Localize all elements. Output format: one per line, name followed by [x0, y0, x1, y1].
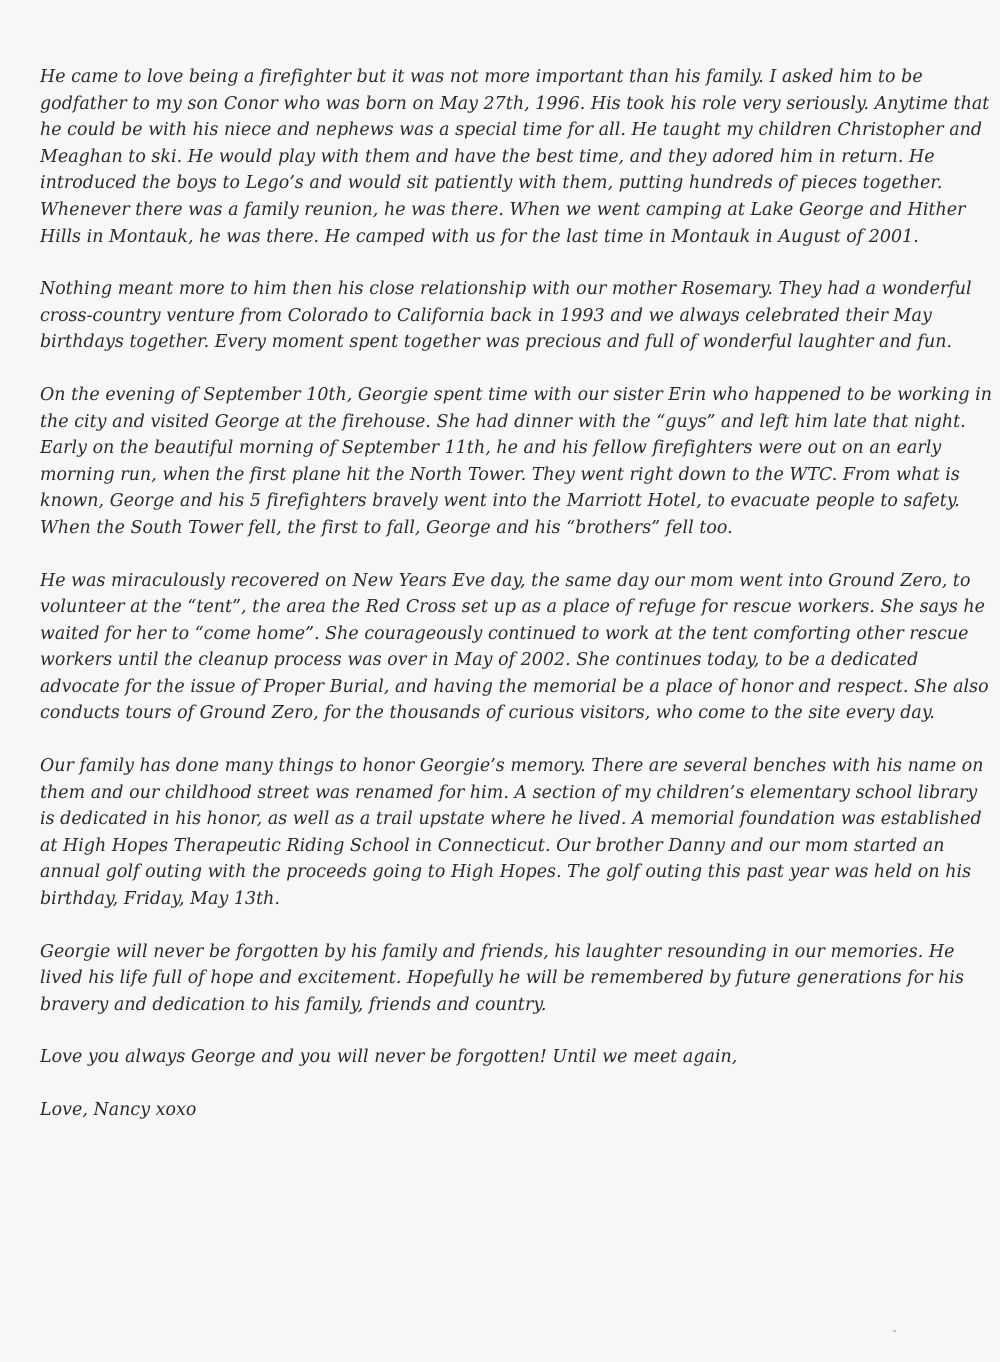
paper-speck — [893, 1330, 896, 1332]
paragraph-september: On the evening of September 10th, Georgie spent time with our sister Erin who happened to be working in the city and visited George at the firehouse. She had dinner with the “guys” and left him late that night. Early on the beautiful morning of September 11th, he and his fellow firefighters were out on an early morning run, when the first plane hit the North Tower. They went right down to the WTC. From what is known, George and his 5 firefighters bravely went into the Marriott Hotel, to evacuate people to safety. When the South Tower fell, the first to fall, George and his “brothers” fell too. — [40, 384, 992, 538]
paragraph-farewell: Love you always George and you will never be forgotten! Until we meet again, — [40, 1047, 738, 1068]
paragraph-remembered: Georgie will never be forgotten by his family and friends, his laughter resounding in our memories. He lived his life full of hope and excitement. Hopefully he will be remembered by future generations for his bravery and dedication to his family, friends and country. — [40, 941, 964, 1015]
paragraph-mother: Nothing meant more to him then his close relationship with our mother Rosemary. They had a wonderful cross-country venture from Colorado to California back in 1993 and we always celebrated their May birthdays together. Every moment spent together was precious and full of wonderful laughter and fun. — [40, 279, 972, 353]
paragraph-recovery: He was miraculously recovered on New Years Eve day, the same day our mom went into Ground Zero, to volunteer at the “tent”, the area the Red Cross set up as a place of refuge for rescue workers. She says he waited for her to “come home”. She courageously continued to work at the tent comforting other rescue workers until the cleanup process was over in May of 2002. She continues today, to be a dedicated advocate for the issue of Proper Burial, and having the memorial be a place of honor and respect. She also conducts tours of Ground Zero, for the thousands of curious visitors, who come to the site every day. — [40, 570, 989, 724]
signature-line: Love, Nancy xoxo — [40, 1100, 197, 1120]
paragraph-memorials: Our family has done many things to honor Georgie’s memory. There are several benches with his name on them and our childhood street was renamed for him. A section of my children’s elementary school library is dedicated in his honor, as well as a trail upstate where he lived. A memorial foundation was established at High Hopes Therapeutic Riding School in Connecticut. Our brother Danny and our mom started an annual golf outing with the proceeds going to High Hopes. The golf outing this past year was held on his birthday, Friday, May 13th. — [40, 756, 984, 910]
paragraph-family: He came to love being a firefighter but it was not more important than his family. I asked him to be godfather to my son Conor who was born on May 27th, 1996. His took his role very seriously. Anytime that he could be with his niece and nephews was a special time for all. He taught my children Christopher and Meaghan to ski. He would play with them and have the best time, and they adored him in return. He introduced the boys to Lego’s and would sit patiently with them, putting hundreds of pieces together. Whenever there was a family reunion, he was there. When we went camping at Lake George and Hither Hills in Montauk, he was there. He camped with us for the last time in Montauk in August of 2001. — [40, 67, 990, 247]
